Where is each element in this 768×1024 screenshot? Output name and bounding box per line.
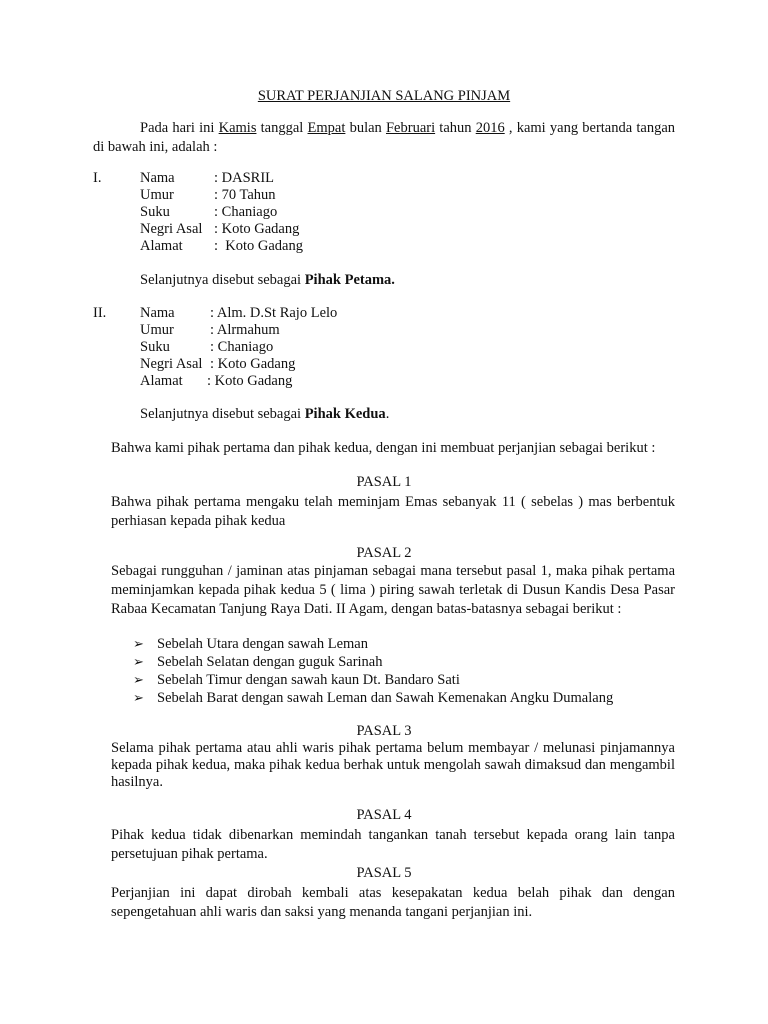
agreement-intro: Bahwa kami pihak pertama dan pihak kedua, dengan ini membuat perjanjian sebagai berikut : — [111, 440, 656, 456]
field-label: Suku — [140, 204, 170, 220]
field-label: Alamat — [140, 238, 183, 254]
field-value: : Koto Gadang — [214, 221, 300, 237]
border-north: Sebelah Utara dengan sawah Leman — [157, 636, 368, 652]
party1-age-row — [140, 187, 276, 204]
opening-paragraph — [93, 119, 675, 157]
border-south: Sebelah Selatan dengan guguk Sarinah — [157, 654, 383, 670]
pasal5-text: Perjanjian ini dapat dirobah kembali atas kesepakatan kedua belah pihak dan dengan sepengetahuan ahli waris dan saksi yang menanda tangani perjanjian ini. — [111, 885, 675, 920]
opening-text-2: tanggal — [256, 120, 308, 136]
opening-year: 2016 — [475, 120, 505, 136]
pasal3-text: Selama pihak pertama atau ahli waris pihak pertama belum membayar / melunasi pinjamannya kepada pihak kedua, maka pihak kedua berhak untuk mengolah sawah dimaksud dan mengambil hasilnya. — [111, 740, 675, 790]
arrow-bullet-icon: ➢ — [133, 673, 144, 688]
opening-month: Februari — [385, 120, 436, 136]
party2-age-row — [140, 322, 280, 339]
field-value: : Alrmahum — [210, 322, 280, 338]
pasal4-heading: PASAL 4 — [356, 807, 412, 823]
party2-origin-row — [140, 356, 295, 373]
border-list-item — [133, 672, 460, 689]
border-list-item — [133, 690, 613, 707]
party1-clan-row — [140, 204, 277, 221]
opening-text-5: , kami yang bertanda tangan di bawah ini, adalah : — [93, 120, 676, 155]
opening-day: Kamis — [218, 120, 257, 136]
field-label: Nama — [140, 170, 175, 186]
designation-prefix: Selanjutnya disebut sebagai — [140, 406, 305, 422]
party1-address-row — [140, 238, 303, 255]
party1-numeral: I. — [93, 170, 102, 186]
field-label: Negri Asal — [140, 356, 203, 372]
border-list-item — [133, 636, 368, 653]
field-label: Suku — [140, 339, 170, 355]
designation-party2: Pihak Kedua — [304, 406, 386, 422]
document-title: SURAT PERJANJIAN SALANG PINJAM — [257, 88, 511, 104]
pasal4-text: Pihak kedua tidak dibenarkan memindah tangankan tanah tersebut kepada orang lain tanpa persetujuan pihak pertama. — [111, 827, 675, 862]
border-east: Sebelah Timur dengan sawah kaun Dt. Bandaro Sati — [157, 672, 460, 688]
border-west: Sebelah Barat dengan sawah Leman dan Sawah Kemenakan Angku Dumalang — [157, 690, 614, 706]
field-value: : Chaniago — [210, 339, 274, 355]
border-list-item — [133, 654, 383, 671]
field-value: : Chaniago — [214, 204, 278, 220]
party2-address-row — [140, 373, 292, 390]
field-value: : 70 Tahun — [214, 187, 276, 203]
arrow-bullet-icon: ➢ — [133, 637, 144, 652]
opening-date: Empat — [307, 120, 346, 136]
opening-text-1: Pada hari ini — [140, 120, 219, 136]
opening-text-4: tahun — [435, 120, 476, 136]
pasal1-heading: PASAL 1 — [356, 474, 412, 490]
designation-party1: Pihak Petama. — [304, 272, 395, 288]
party2-clan-row — [140, 339, 273, 356]
party2-numeral: II. — [93, 305, 107, 321]
party1-origin-row — [140, 221, 299, 238]
pasal1-text: Bahwa pihak pertama mengaku telah meminjam Emas sebanyak 11 ( sebelas ) mas berbentuk perhiasan kepada pihak kedua — [111, 494, 675, 529]
party1-designation — [140, 272, 395, 289]
party2-designation — [140, 406, 389, 423]
arrow-bullet-icon: ➢ — [133, 655, 144, 670]
field-value: : DASRIL — [214, 170, 275, 186]
designation-prefix: Selanjutnya disebut sebagai — [140, 272, 305, 288]
pasal5-heading: PASAL 5 — [356, 865, 412, 881]
party2-name-row — [140, 305, 337, 322]
pasal2-heading: PASAL 2 — [356, 545, 412, 561]
field-value: : Alm. D.St Rajo Lelo — [210, 305, 338, 321]
pasal2-text: Sebagai rungguhan / jaminan atas pinjaman sebagai mana tersebut pasal 1, maka pihak pertama meminjamkan kepada pihak kedua 5 ( lima ) piring sawah terletak di Dusun Kandis Desa Pasar Rabaa Kecamatan Tanjung Raya Dati. II Agam, dengan batas-batasnya sebagai berikut : — [111, 563, 675, 617]
arrow-bullet-icon: ➢ — [133, 691, 144, 706]
field-label: Negri Asal — [140, 221, 203, 237]
field-label: Umur — [140, 187, 174, 203]
designation-suffix: . — [385, 406, 390, 422]
party1-name-row — [140, 170, 274, 187]
field-value: : Koto Gadang — [210, 356, 296, 372]
field-label: Umur — [140, 322, 174, 338]
field-label: Nama — [140, 305, 175, 321]
field-value: : Koto Gadang — [207, 373, 293, 389]
pasal3-heading: PASAL 3 — [356, 723, 412, 739]
opening-text-3: bulan — [345, 120, 386, 136]
field-label: Alamat — [140, 373, 183, 389]
field-value: : Koto Gadang — [214, 238, 303, 254]
